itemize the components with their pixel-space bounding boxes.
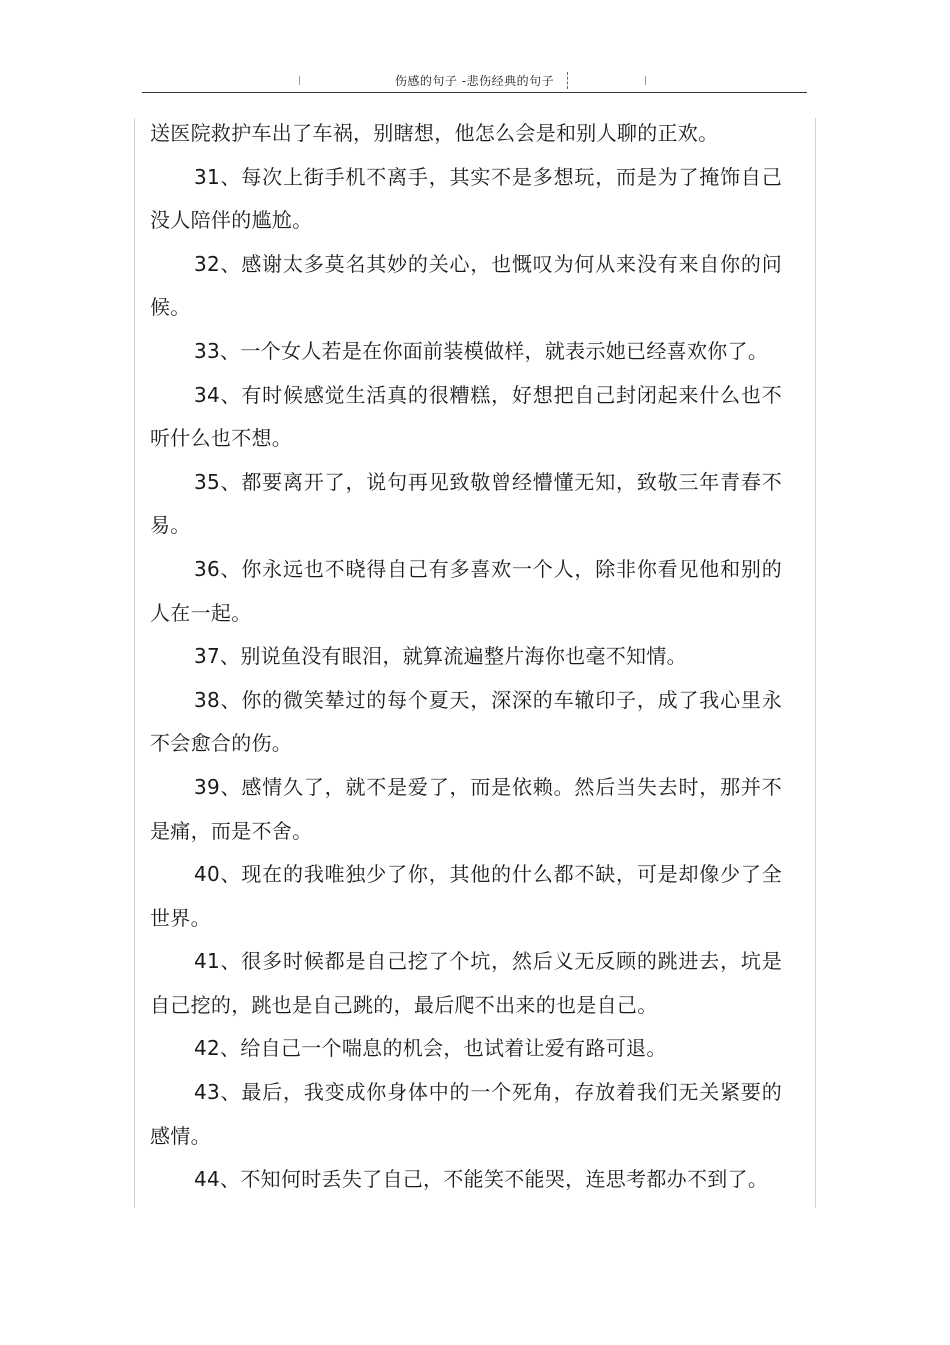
- paragraph-43: 43、最后，我变成你身体中的一个死角，存放着我们无关紧要的感情。: [150, 1080, 782, 1148]
- paragraph-44: 44、不知何时丢失了自己，不能笑不能哭，连思考都办不到了。: [194, 1167, 769, 1192]
- paragraph-36: 36、你永远也不晓得自己有多喜欢一个人，除非你看见他和别的人在一起。: [150, 556, 782, 625]
- paragraph-42: 42、给自己一个喘息的机会，也试着让爱有路可退。: [194, 1036, 667, 1061]
- right-margin-rule: [815, 118, 816, 1208]
- page-header: [142, 68, 807, 93]
- paragraph-34: 34、有时候感觉生活真的很糟糕，好想把自己封闭起来什么也不听什么也不想。: [150, 382, 782, 451]
- paragraph-33: 33、一个女人若是在你面前装模做样，就表示她已经喜欢你了。: [194, 338, 769, 363]
- header-title: 伤感的句子 -悲伤经典的句子: [394, 74, 555, 88]
- paragraph-41: 41、很多时候都是自己挖了个坑，然后义无反顾的跳进去，坑是自己挖的，跳也是自己跳的，最后爬不出来的也是自己。: [150, 949, 782, 1017]
- paragraph-35: 35、都要离开了，说句再见致敬曾经懵懂无知，致敬三年青春不易。: [150, 469, 782, 538]
- left-margin-rule: [134, 118, 135, 1208]
- paragraph-32: 32、感谢太多莫名其妙的关心，也慨叹为何从来没有来自你的问候。: [150, 251, 782, 320]
- paragraph-39: 39、感情久了，就不是爱了，而是依赖。然后当失去时，那并不是痛，而是不舍。: [150, 774, 782, 843]
- paragraph-40: 40、现在的我唯独少了你，其他的什么都不缺，可是却像少了全世界。: [150, 862, 782, 930]
- paragraph-37: 37、别说鱼没有眼泪，就算流遍整片海你也毫不知情。: [194, 644, 687, 669]
- paragraph-31: 31、每次上街手机不离手，其实不是多想玩，而是为了掩饰自己没人陪伴的尴尬。: [150, 164, 782, 233]
- paragraph-continuation: 送医院救护车出了车祸，别瞎想，他怎么会是和别人聊的正欢。: [150, 121, 719, 145]
- document-body: [150, 112, 782, 1202]
- paragraph-38: 38、你的微笑辇过的每个夏天，深深的车辙印子，成了我心里永不会愈合的伤。: [150, 687, 782, 756]
